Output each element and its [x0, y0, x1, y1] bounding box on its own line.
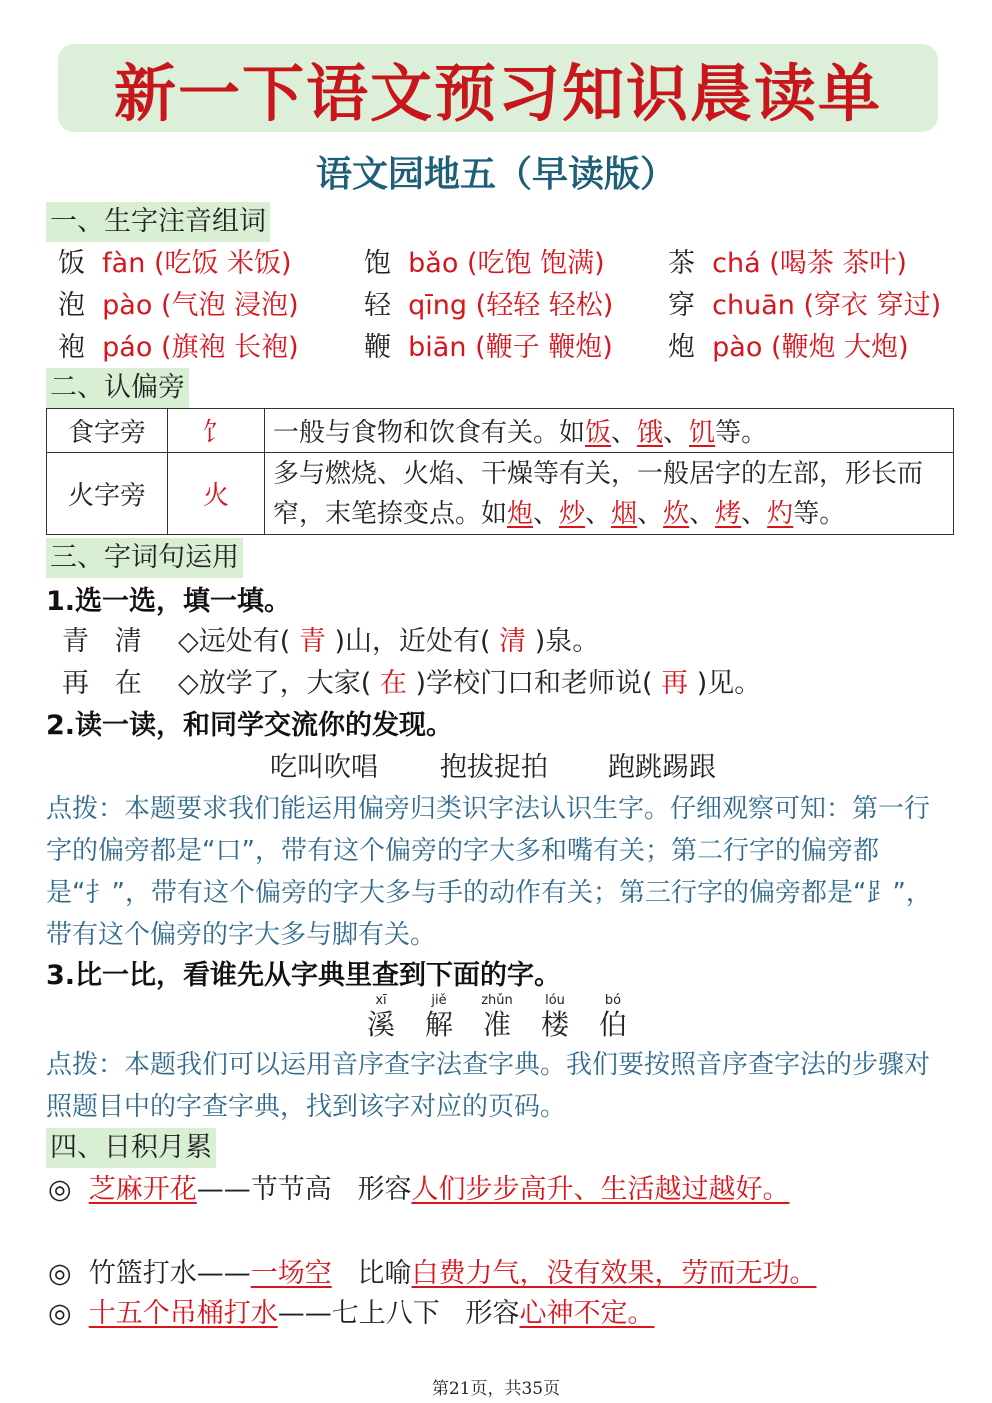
idiom-line: ◎ 竹篮打水——一场空 比喻白费力气，没有效果，劳而无功。: [48, 1258, 817, 1289]
q2-title: 2.读一读，和同学交流你的发现。: [46, 710, 454, 741]
radical-name: 食字旁: [47, 409, 168, 453]
char-entry: 穿 chuān (穿衣 穿过): [668, 290, 942, 321]
section2-heading: 二、认偏旁: [46, 368, 189, 408]
page-subtitle: 语文园地五（早读版）: [315, 154, 676, 195]
title-part2: 知识晨读单: [562, 56, 883, 130]
section4-heading: 四、日积月累: [46, 1128, 216, 1168]
radical-glyph: 火: [168, 453, 265, 535]
idiom-line: ◎ 十五个吊桶打水——七上八下 形容心神不定。: [48, 1298, 655, 1329]
q2-group: 抱拔捉拍: [440, 752, 548, 783]
radical-glyph: 饣: [168, 409, 265, 453]
title-banner: [58, 44, 938, 132]
q3-char: zhǔn 准: [481, 993, 513, 1041]
q2-group: 跑跳踢跟: [608, 752, 716, 783]
char-entry: 鞭 biān (鞭子 鞭炮): [364, 332, 613, 363]
char-entry: 泡 pào (气泡 浸泡): [58, 290, 299, 321]
table-row: [47, 409, 954, 453]
q3-char: lóu 楼: [540, 993, 569, 1041]
q1-line: 再 在 ◇放学了，大家( 在 )学校门口和老师说( 再 )见。: [62, 668, 762, 699]
radical-desc: 一般与食物和饮食有关。如饭、饿、饥等。: [265, 409, 954, 453]
q3-char: jiě 解: [424, 993, 453, 1041]
q2-tip: 点拨：本题要求我们能运用偏旁归类识字法认识生字。仔细观察可知：第一行字的偏旁都是“口”，带有这个偏旁的字大多和嘴有关；第二行字的偏旁都是“扌”，带有这个偏旁的字大多与手的动作有关；第三行字的偏旁都是“⻊”，带有这个偏旁的字大多与脚有关。: [46, 794, 932, 950]
q1-line: 青 清 ◇远处有( 青 )山，近处有( 清 )泉。: [62, 626, 600, 657]
char-entry: 饱 bǎo (吃饱 饱满): [364, 248, 605, 279]
section1-heading: 一、生字注音组词: [46, 202, 270, 242]
radical-desc: 多与燃烧、火焰、干燥等有关，一般居字的左部，形长而窄，末笔捺变点。如炮、炒、烟、炊、烤、灼等。: [265, 453, 954, 535]
char-entry: 茶 chá (喝茶 茶叶): [668, 248, 907, 279]
q3-char: bó 伯: [598, 993, 627, 1041]
page-footer: 第21页，共35页: [431, 1379, 561, 1399]
table-row: [47, 453, 954, 535]
q3-char: xī 溪: [366, 993, 395, 1041]
q3-chars: [352, 994, 642, 1042]
q3-title: 3.比一比，看谁先从字典里查到下面的字。: [46, 960, 562, 991]
char-entry: 饭 fàn (吃饭 米饭): [58, 248, 292, 279]
section3-heading: 三、字词句运用: [46, 538, 243, 578]
idiom-line: ◎ 芝麻开花——节节高 形容人们步步高升、生活越过越好。: [48, 1174, 790, 1205]
q3-tip: 点拨：本题我们可以运用音序查字法查字典。我们要按照音序查字法的步骤对照题目中的字查字典，找到该字对应的页码。: [46, 1050, 931, 1122]
q1-title: 1.选一选，填一填。: [46, 586, 292, 617]
char-entry: 袍 páo (旗袍 长袍): [58, 332, 299, 363]
char-entry: 炮 pào (鞭炮 大炮): [668, 332, 909, 363]
char-entry: 轻 qīng (轻轻 轻松): [364, 290, 614, 321]
radical-name: 火字旁: [47, 453, 168, 535]
q2-group: 吃叫吹唱: [270, 752, 378, 783]
radical-table: [46, 408, 954, 535]
title-part1: 新一下语文预习: [113, 56, 562, 130]
